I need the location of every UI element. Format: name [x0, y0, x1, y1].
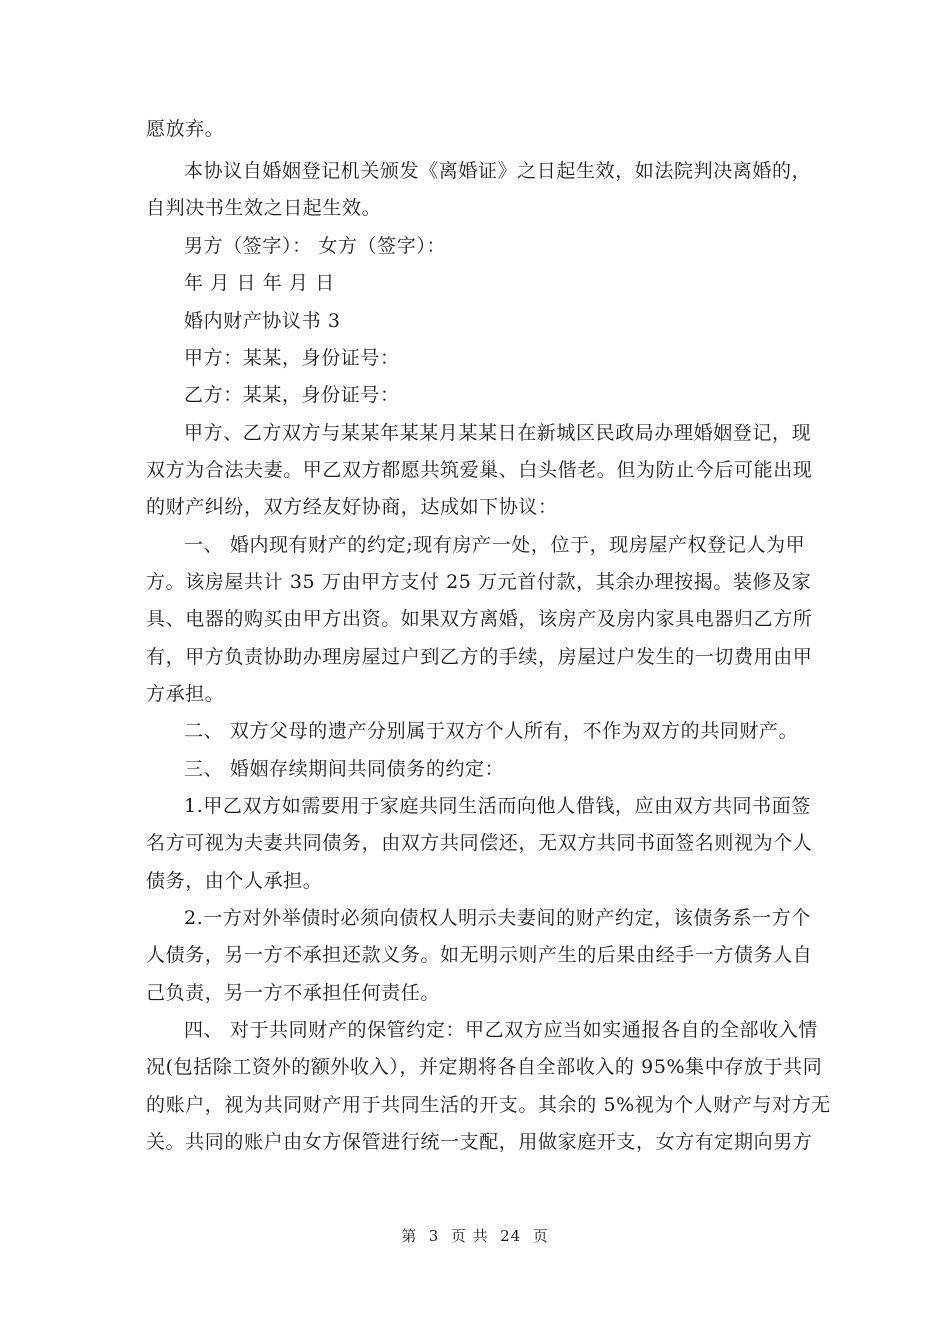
- text-line: 关。共同的账户由女方保管进行统一支配，用做家庭开支，女方有定期向男方: [146, 1131, 813, 1153]
- text-line: 名方可视为夫妻共同债务，由双方共同偿还，无双方共同书面签名则视为个人: [146, 832, 813, 854]
- clause-line: 三、 婚姻存续期间共同债务的约定：: [184, 758, 505, 780]
- text-line: 具、电器的购买由甲方出资。如果双方离婚，该房产及房内家具电器归乙方所: [146, 608, 813, 630]
- text-line: 2.一方对外举债时必须向债权人明示夫妻间的财产约定，该债务系一方个: [184, 907, 811, 929]
- party-a-line: 甲方：某某，身份证号：: [184, 347, 400, 369]
- text-line: 况(包括除工资外的额外收入），并定期将各自全部收入的 95%集中存放于共同: [146, 1056, 823, 1078]
- signature-line: 男方（签字）： 女方（签字）：: [184, 235, 447, 257]
- clause-line: 一、 婚内现有财产的约定;现有房产一处，位于，现房屋产权登记人为甲: [184, 534, 806, 556]
- section-title: 婚内财产协议书 3: [184, 310, 341, 332]
- page-footer: 第 3 页 共 24 页: [401, 1227, 549, 1245]
- date-line: 年 月 日 年 月 日: [184, 272, 335, 294]
- text-line: 方承担。: [146, 683, 225, 705]
- text-line: 双方为合法夫妻。甲乙双方都愿共筑爱巢、白头偕老。但为防止今后可能出现: [146, 459, 813, 481]
- text-line: 自判决书生效之日起生效。: [146, 197, 382, 219]
- text-line: 己负责，另一方不承担任何责任。: [146, 982, 441, 1004]
- text-line: 方。该房屋共计 35 万由甲方支付 25 万元首付款，其余办理按揭。装修及家: [146, 571, 812, 593]
- text-line: 甲方、乙方双方与某某年某某月某某日在新城区民政局办理婚姻登记，现: [184, 422, 812, 444]
- clause-line: 二、 双方父母的遗产分别属于双方个人所有，不作为双方的共同财产。: [184, 720, 799, 742]
- text-line: 的账户，视为共同财产用于共同生活的开支。其余的 5%视为个人财产与对方无: [146, 1094, 831, 1116]
- text-line: 1.甲乙双方如需要用于家庭共同生活而向他人借钱，应由双方共同书面签: [184, 795, 811, 817]
- text-line: 有，甲方负责协助办理房屋过户到乙方的手续，房屋过户发生的一切费用由甲: [146, 646, 813, 668]
- clause-line: 四、 对于共同财产的保管约定：甲乙双方应当如实通报各自的全部收入情: [184, 1019, 818, 1041]
- text-line: 债务，由个人承担。: [146, 870, 323, 892]
- text-line: 愿放弃。: [146, 118, 225, 140]
- text-line: 的财产纠纷，双方经友好协商，达成如下协议：: [146, 496, 558, 518]
- text-line: 人债务，另一方不承担还款义务。如无明示则产生的后果由经手一方债务人自: [146, 944, 813, 966]
- party-b-line: 乙方：某某，身份证号：: [184, 384, 400, 406]
- text-line: 本协议自婚姻登记机关颁发《离婚证》之日起生效，如法院判决离婚的，: [184, 160, 812, 182]
